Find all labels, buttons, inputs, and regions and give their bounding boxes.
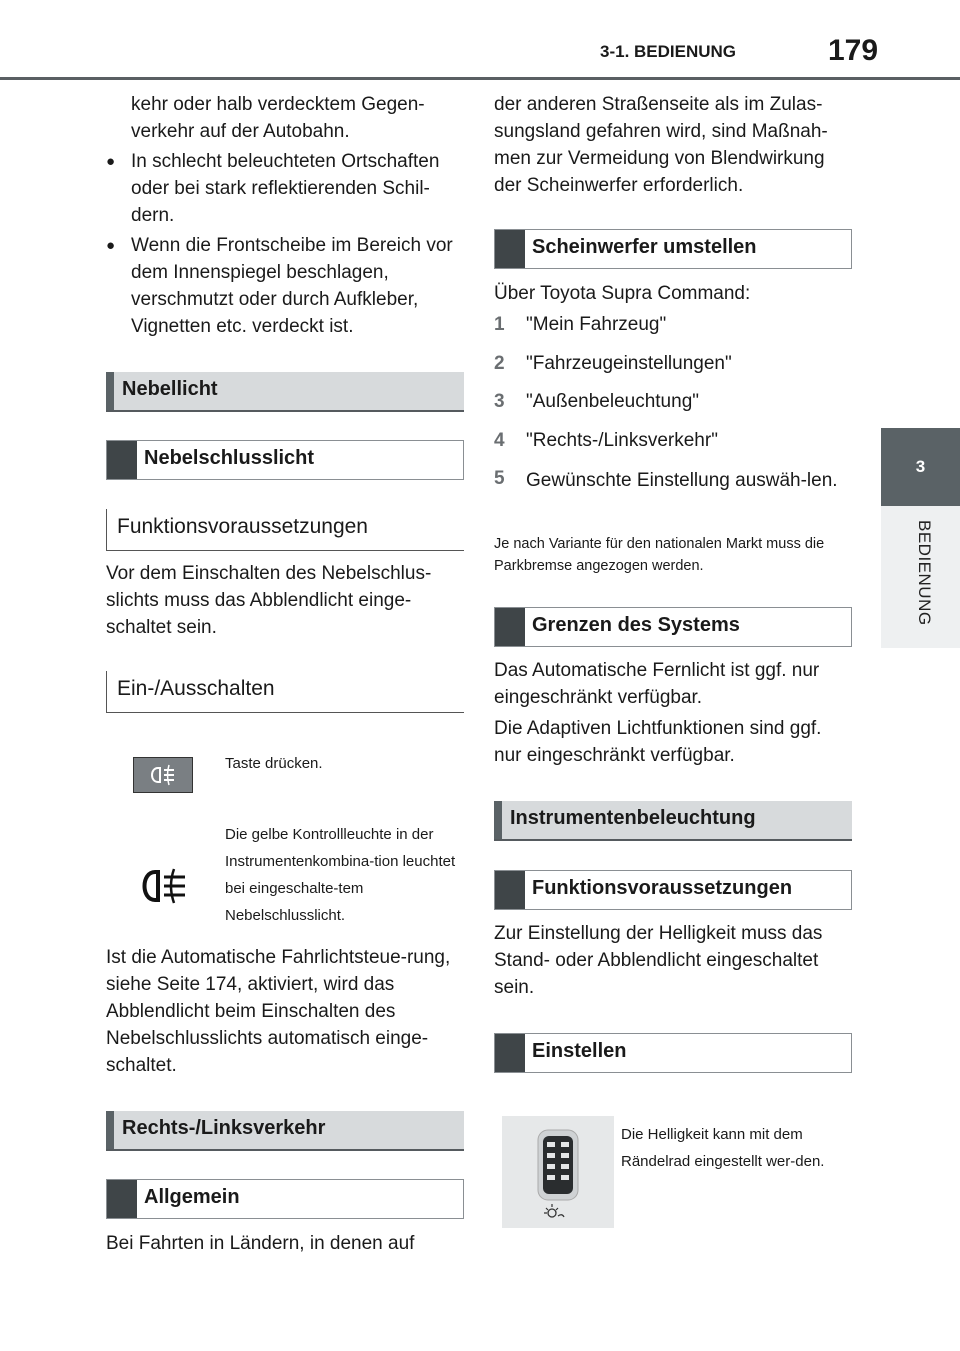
paragraph-grenzen-2: Die Adaptiven Lichtfunktionen sind ggf. nur eingeschränkt verfügbar. xyxy=(494,718,822,766)
paragraph-einstellen: Die Helligkeit kann mit dem Rändelrad eingestellt wer-den. xyxy=(621,1126,825,1170)
step-item: 2 "Fahrzeugeinstellungen" xyxy=(494,352,732,374)
chapter-tab: 3 xyxy=(881,428,960,506)
paragraph-funktions: Vor dem Einschalten des Nebelschlus-slichts muss das Abblendlicht einge-schaltet sein. xyxy=(106,563,432,638)
heading-scheinwerfer-umstellen: Scheinwerfer umstellen xyxy=(494,229,852,269)
fog-light-indicator-icon xyxy=(137,866,189,906)
heading-grenzen: Grenzen des Systems xyxy=(494,607,852,647)
section-title: 3-1. BEDIENUNG xyxy=(600,42,737,61)
paragraph-funktions-right: Zur Einstellung der Helligkeit muss das Stand- oder Abblendlicht eingeschaltet sein. xyxy=(494,923,823,998)
step-item: 1 "Mein Fahrzeug" xyxy=(494,314,667,335)
step-item: 4 "Rechts-/Linksverkehr" xyxy=(494,429,718,451)
heading-einstellen: Einstellen xyxy=(494,1033,852,1073)
heading-allgemein: Allgemein xyxy=(106,1179,464,1219)
heading-instrumentenbeleuchtung: Instrumentenbeleuchtung xyxy=(494,801,852,841)
dimmer-wheel-icon xyxy=(502,1116,614,1228)
step-item: 5 Gewünschte Einstellung auswäh-len. xyxy=(494,468,838,491)
step-item: 3 "Außenbeleuchtung" xyxy=(494,391,700,412)
header-rule xyxy=(0,77,960,80)
page-number: 179 xyxy=(828,34,879,67)
intro-continued: kehr oder halb verdecktem Gegen-verkehr auf der Autobahn. xyxy=(131,94,425,142)
heading-funktionsvoraussetzungen-right: Funktionsvoraussetzungen xyxy=(494,870,852,910)
paragraph-auto-fahrlicht: Ist die Automatische Fahrlichtsteue-rung, siehe Seite 174, aktiviert, wird das Abblendlicht beim Einschalten des Nebelschlusslichts automatisch einge-schaltet. xyxy=(106,947,451,1076)
heading-rechts-linksverkehr: Rechts-/Linksverkehr xyxy=(106,1111,464,1151)
heading-nebellicht: Nebellicht xyxy=(106,372,464,412)
bullet-item: ● In schlecht beleuchteten Ortschaften oder bei stark reflektierenden Schil-dern. xyxy=(131,148,466,229)
taste-text: Taste drücken. xyxy=(225,755,323,772)
kontroll-text: Die gelbe Kontrollleuchte in der Instrumentenkombina-tion leuchtet bei eingeschalte-tem Nebelschlusslicht. xyxy=(225,826,456,924)
bullet-item: ● Wenn die Frontscheibe im Bereich vor dem Innenspiegel beschlagen, verschmutzt oder durch Aufkleber, Vignetten etc. verdeckt ist. xyxy=(131,232,466,340)
paragraph-allgemein: Bei Fahrten in Ländern, in denen auf xyxy=(106,1233,415,1254)
paragraph-grenzen-1: Das Automatische Fernlicht ist ggf. nur eingeschränkt verfügbar. xyxy=(494,660,820,708)
heading-ein-ausschalten: Ein-/Ausschalten xyxy=(106,671,464,713)
note-parkbremse: Je nach Variante für den nationalen Markt muss die Parkbremse angezogen werden. xyxy=(494,536,825,574)
fog-light-button-icon xyxy=(133,757,193,793)
heading-nebelschlusslicht: Nebelschlusslicht xyxy=(106,440,464,480)
heading-funktionsvoraussetzungen: Funktionsvoraussetzungen xyxy=(106,509,464,551)
chapter-label: BEDIENUNG xyxy=(915,520,934,626)
paragraph-command: Über Toyota Supra Command: xyxy=(494,283,751,304)
paragraph-continued: der anderen Straßenseite als im Zulas-sungsland gefahren wird, sind Maßnah-men zur Vermeidung von Blendwirkung der Scheinwerfer erforderlich. xyxy=(494,94,828,196)
step-list xyxy=(494,311,852,531)
